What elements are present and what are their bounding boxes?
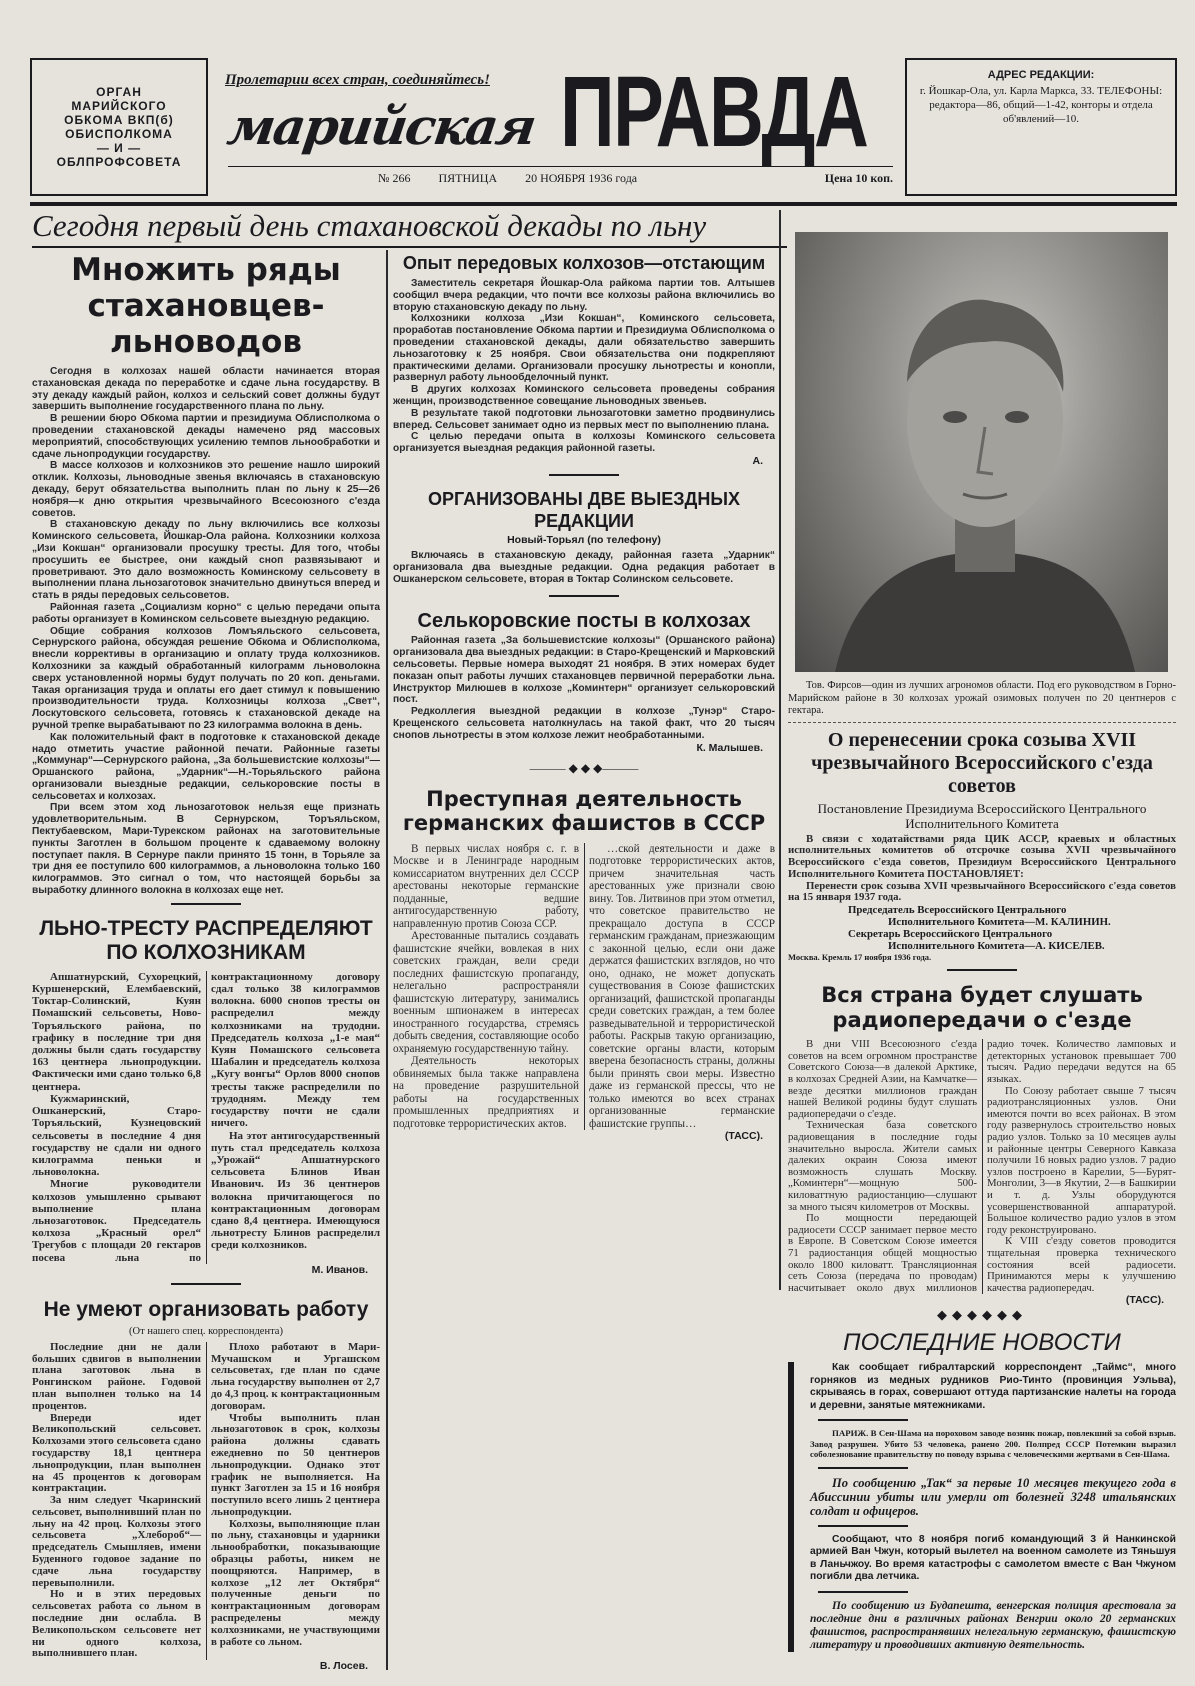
photo-caption	[788, 680, 1176, 723]
signer-line: Исполнительного Комитета—А. КИСЕЛЕВ.	[888, 940, 1105, 953]
article-body	[393, 550, 775, 585]
paragraph: Многие руководители колхозов умышленно срывают выполнение плана льнозаготовок. Председатель колхоза „Красный орел“ Трегубов с площади 20 гектаров посева льна по контрактационному договору сдал только 38 килограммов волокна. 6000 снопов тресты он распределил между колхозниками на трудодни. Председатель колхоза „1-е мая“ Куян Помашского сельсовета Шабалин и председатель колхоза „Кугу вонгы“ Орлов 8000 снопов тресты также распределили по трудодням. Между тем государству почти не сдали ничего.	[32, 970, 380, 1264]
latest-news	[788, 1328, 1176, 1652]
article-sezd	[788, 729, 1176, 978]
article-fashisty	[393, 787, 775, 1144]
news-item	[810, 1600, 1176, 1652]
article-signature: К. Малышев.	[696, 741, 763, 754]
article-body	[788, 1039, 1176, 1294]
article-body	[32, 1342, 380, 1661]
organ-line: ОБИСПОЛКОМА	[65, 127, 173, 141]
paragraph: Кужмаринский, Ошканерский, Старо-Торъяльский, Кузнецовский сельсоветы в последние 4 дня государству не сдали ни одного килограмма пеньки и льноволокна.	[32, 1092, 201, 1179]
middle-column	[393, 252, 775, 1149]
article-title: Вся страна будет слушать радиопередачи о с'езде	[821, 983, 1143, 1033]
signer-line: Секретарь Всероссийского Центрального	[848, 928, 1053, 941]
portrait-figure-icon	[795, 232, 1168, 672]
article-subtitle: Постановление Президиума Всероссийского Центрального Исполнительного Комитета	[817, 800, 1147, 831]
paragraph: К VIII с'езду советов проводится тщательная проверка технического состояния всей радиосети. Принимаются меры к улучшению качества радиопередач.	[987, 1235, 1176, 1294]
paragraph: В массе колхозов и колхозников это решение нашло широкий отклик. Колхозы, льноводные звенья включаясь в стахановскую декаду, берут обязательства выполнить план по льну к 25—26 ноября—к дню открытия чрезвычайного Всесоюзного с'езда советов.	[32, 460, 380, 519]
separator	[171, 903, 241, 905]
news-text: Как сообщает гибралтарский корреспондент „Таймс“, много горняков из медных рудников Рио-Тинто (провинция Уэльва), скрываясь в горах, совершают оттуда партизанские налеты на города и деревни, занятые мятежниками.	[810, 1362, 1176, 1411]
column-rule	[779, 210, 781, 1290]
slogan: Пролетарии всех стран, соединяйтесь!	[225, 72, 490, 88]
separator	[947, 969, 1017, 971]
separator	[818, 1467, 908, 1469]
paragraph: Деятельность некоторых обвиняемых была также направлена на проведение разрушительной работы на государственных промышленных предприятиях и подготовке террористических актов.	[393, 1055, 579, 1130]
article-title: Не умеют организовать работу	[43, 1297, 369, 1321]
article-title: ОРГАНИЗОВАНЫ ДВЕ ВЫЕЗДНЫХ РЕДАКЦИИ	[428, 488, 740, 531]
organ-line: ОБКОМА ВКП(б)	[64, 113, 174, 127]
article-dateline: Новый-Торьял (по телефону)	[507, 533, 661, 546]
paragraph: Перенести срок созыва XVII чрезвычайного Всероссийского с'езда советов на 15 января 1937 года.	[788, 879, 1176, 904]
signer-line: Исполнительного Комитета—М. КАЛИНИН.	[888, 916, 1111, 929]
paragraph: Районная газета „Социализм корно“ с целью передачи опыта работы организует в Коминском сельсовете выездную редакцию.	[32, 601, 380, 625]
address-box	[905, 58, 1177, 196]
paragraph: Районная газета „За большевистские колхозы“ (Оршанского района) организовала два выездных редакции: в Старо-Крещенский и Марковский сельсоветы. Первые номера выходят 21 ноября. В этих номерах будет показан опыт работы лучших стахановцев первичной переработки льна. Инструктор Милюшев в колхозе „Коминтерн“ организует селькоровский пост.	[393, 635, 775, 706]
paragraph: Апшатнурский, Сухорецкий, Куршенерский, Елембаевский, Токтар-Солинский, Куян Помашский сельсоветы, Ново-Торъяльского района, по графику в последние три дня должны были сдать государству 163 центнера льнопродукции. Фактически ими сдано только 6,8 центнера.	[32, 970, 201, 1093]
column-rule	[386, 250, 388, 1670]
article-signature: (ТАСС).	[724, 1130, 763, 1143]
organ-line: ОРГАН	[96, 85, 142, 99]
paragraph: Плохо работают в Мари-Мучашском и Ургашском сельсоветах, где план по сдаче льна государству выполнен от 2,7 до 4,3 проц. к контрактационным договорам.	[211, 1340, 380, 1412]
price: Цена 10 коп.	[824, 171, 893, 185]
paragraph: Общие собрания колхозов Ломъяльского сельсовета, Сернурского района, обсуждая решение Обкома и Облисполкома, внесли коррективы в организацию и оплату труда колхозников. Колхозники за каждый обработанный килограмм льноволокна сверх установленной нормы будут получать по 20 коп. деньгами. Такая организация труда и оплаты его дает стимул к повышению производительности труда. Колхозницы колхоза „Свет“, Лоскутовского сельсовета, готовясь к стахановской декаде на ручной трепке вырабатывают по 23 килограмма волокна в день.	[32, 625, 380, 731]
organ-line: МАРИЙСКОГО	[71, 99, 167, 113]
article-opyt	[393, 252, 775, 482]
organ-line: ОБЛПРОФСОВЕТА	[56, 155, 182, 169]
weekday: ПЯТНИЦА	[438, 171, 498, 185]
paragraph: С целью передачи опыта в колхозы Коминского сельсовета организуется выездная редакция районной газеты.	[393, 431, 775, 455]
paragraph: На этот антигосударственный путь стал председатель колхоза „Урожай“ Апшатнурского сельсовета Блинов Иван Иванович. Из 36 центнеров волокна причитающегося по контрактационным договорам сдано 8,4 центнера. Имеющуюся льнотресту Блинов распределил среди колхозников.	[211, 1129, 380, 1252]
article-title: ЛЬНО-ТРЕСТУ РАСПРЕДЕЛЯЮТ ПО КОЛХОЗНИКАМ	[39, 916, 373, 964]
paragraph: В связи с ходатайствами ряда ЦИК АССР, краевых и областных исполнительных комитетов об отсрочке созыва XVII чрезвычайного Всероссийского с'езда советов, Президиум Всероссийского Центрального Исполнительного Комитета ПОСТАНОВЛЯЕТ:	[788, 832, 1176, 880]
article-selkor	[393, 609, 775, 780]
paragraph: Последние дни не дали больших сдвигов в выполнении плана заготовок льна в Ронгинском районе. Годовой план выполнен только на 14 процентов.	[32, 1340, 201, 1412]
paragraph: Техническая база советского радиовещания в последние годы значительно выросла. Жители самых далеких окраин Союза имеют возможность слушать Москву. „Коминтерн“—мощную 500-киловаттную радиостанцию—слушают за много тысяч километров от Москвы.	[788, 1119, 977, 1213]
section-title: ПОСЛЕДНИЕ НОВОСТИ	[843, 1329, 1121, 1357]
paragraph: Заместитель секретаря Йошкар-Ола райкома партии тов. Алтышев сообщил вчера редакции, что почти все колхозы района включились во вторую стахановскую декаду по льну.	[393, 278, 775, 313]
separator	[549, 474, 619, 476]
paragraph: Колхозники колхоза „Изи Кокшан“, Коминского сельсовета, проработав постановление Обкома партии и Президиума Облисполкома о проведении стахановской декады, дали обязательство завершить льнозаготовку к 25 ноября. Свои обязательства они подкрепляют практическими делами. Организовали просушку льнотресты и конопли, развернул работу льнообделочный пункт.	[393, 313, 775, 384]
news-text: ПАРИЖ. В Сен-Шама на пороховом заводе возник пожар, повлекший за собой взрыв. Завод разрушен. Убито 53 человека, ранено 200. Полпред СССР Потемкин выразил соболезнование правительству по поводу взрыва с человеческими жертвами в Сен-Шама.	[810, 1428, 1176, 1460]
banner-headline: Сегодня первый день стахановской декады по льну	[32, 206, 787, 248]
article-signature: М. Иванов.	[311, 1263, 368, 1276]
paragraph: …ской деятельности и даже в подготовке террористических актов, причем значительная часть арестованных уже признали свою вину. Тов. Литвинов при этом отметил, что советское правительство не прекращало доступа в СССР германским гражданам, приезжающим с законной целью, если они даже держатся фашистских взглядов, но что оно, однако, не может допускать существования в Союзе фашистских организаций, фашистской пропаганды среди советских граждан, а тем более разведывательной и террористической работы. Раскрыв такую организацию, советские органы власти, которым вверена безопасность страны, должны были принять свои меры. Известно даже из германской прессы, что не только имеются во всех странах организованные германские фашистские группы…	[589, 842, 775, 1130]
paragraph: При всем этом ход льнозаготовок нельзя еще признать удовлетворительным. В Сернурском, Торъяльском, Пектубаевском, Мари-Турекском районах на заготовительные пункты Заготлен в большом проценте к сдаваемому волокну поступает пакля. В Сернуре пакли принято 15 тонн, в Торьяле за три дня ее поступило 600 килограммов, а льноволокна только 160 килограммов. Это сигнал о том, что настоящей борьбы за выработку длинного волокна в колхозах еще нет.	[32, 802, 380, 897]
paragraph: Редколлегия выездной редакции в колхозе „Тунэр“ Старо-Крещенского сельсовета натолкнулась на такой факт, что 20 тысяч снопов льнотресты в этом колхозе лежит необработанными.	[393, 706, 775, 741]
diamond-separator: ◆◆◆◆◆◆	[937, 1307, 1027, 1323]
newspaper-name: ПРАВДА	[560, 56, 868, 168]
dateline	[228, 166, 893, 185]
separator	[549, 595, 619, 597]
article-mnozhit	[32, 252, 380, 911]
paragraph: По мощности передающей радиосети СССР занимает первое место в Европе. В Советском Союзе имеется 71 радиостанция общей мощностью около 1800 киловатт. Трансляционная сеть Союза (передача по проводам) насчитывает около двух миллионов радио точек. Количество ламповых и детекторных установок превышает 700 тысяч. Радио передачи ведутся на 65 языках.	[788, 1038, 1176, 1294]
place-date: Москва. Кремль 17 ноября 1936 года.	[788, 952, 932, 963]
paragraph: Сегодня в колхозах нашей области начинается вторая стахановская декада по переработке и сдаче льна государству. В эту декаду каждый район, колхоз и сельский совет должны будут завершить выполнение государственного плана по льну.	[32, 366, 380, 413]
paragraph: В дни VIII Всесоюзного с'езда советов на всем огромном пространстве Советского Союза—в далекой Арктике, в колхозах Средней Азии, на Камчатке—везде десятки миллионов граждан нашей Великой родины будут слушать радиопередачи о с'езде.	[788, 1038, 977, 1120]
article-body	[393, 843, 775, 1131]
article-dateline: (От нашего спец. корреспондента)	[129, 1325, 283, 1337]
article-signature: (ТАСС).	[1125, 1294, 1164, 1307]
news-item	[810, 1476, 1176, 1518]
article-ne-umeyut	[32, 1297, 380, 1674]
article-redaktsii	[393, 488, 775, 603]
separator	[818, 1525, 908, 1527]
article-title: Селькоровские посты в колхозах	[417, 610, 751, 633]
separator	[818, 1591, 908, 1593]
article-body	[32, 971, 380, 1264]
paragraph: Колхозы, выполняющие план по льну, стахановцы и ударники льнообработки, показывающие образцы работы, никем не поощряются. Например, в колхозе „12 лет Октября“ полученные деньги по контрактационным договорам распределены между колхозниками, не участвующими в работе со льном.	[211, 1517, 380, 1648]
newspaper-name-script: марийская	[223, 97, 539, 156]
separator	[818, 1419, 908, 1421]
paragraph: Включаясь в стахановскую декаду, районная газета „Ударник“ организовала два выездные редакции. Одна редакция работает в Ошканерском сельсовете, вторая в Toктар Солинском сельсовете.	[393, 549, 775, 585]
article-signature: А.	[752, 454, 763, 467]
article-body	[393, 278, 775, 455]
organ-line: — И —	[96, 141, 142, 155]
address-text: г. Йошкар-Ола, ул. Карла Маркса, 33. ТЕЛЕФОНЫ: редактора—86, общий—1-42, конторы и отдела об'явлений—10.	[919, 85, 1163, 125]
paragraph: В решении бюро Обкома партии и президиума Облисполкома о проведении стахановской декады намечено ряд массовых мероприятий, способствующих усилению темпов льнообработки и сдаче льнопродукции государству.	[32, 413, 380, 460]
portrait-photo	[795, 232, 1168, 672]
news-text: Сообщают, что 8 ноября погиб командующий 3 й Нанкинской армией Ван Чжун, который вылетел на военном самолете из Тяньшуя в Ланьчжоу. Во время катастрофы с самолетом вместе с Ван Чжуном погибли два летчика.	[810, 1533, 1176, 1583]
article-body	[393, 635, 775, 741]
paragraph: Как положительный факт в подготовке к стахановской декаде надо отметить участие районной печати. Районные газеты „Коммунар“—Сернурского района, „За большевистские колхозы“—Оршанского района, „Ударник“—Н.-Торьяльского района организовали выездные редакции, селькоровские посты в сельсоветах и колхозах.	[32, 731, 380, 802]
paragraph: Впереди идет Великопольский сельсовет. Колхозами этого сельсовета сдано государству 18,1 центнера льнопродукции, план выполнен на 45 процентов к договорам контрактации.	[32, 1411, 201, 1495]
article-radio	[788, 983, 1176, 1322]
address-title: АДРЕС РЕДАКЦИИ:	[987, 69, 1095, 81]
paragraph: Арестованные пытались создавать фашистские ячейки, вовлекая в них советских граждан, вели среди последних фашистскую пропаганду, нелегально распространяли фашистскую литературу, занимались военным шпионажем в интересах иностранного государства, стремясь добыть сведения, составляющие особо охраняемую государственную тайну.	[393, 930, 579, 1055]
paragraph: В других колхозах Коминского сельсовета проведены собрания женщин, производственное совещание льноводных звеньев.	[393, 384, 775, 407]
caption-text: Тов. Фирсов—один из лучших агрономов области. Под его руководством в Горно-Марийском районе в 30 колхозах урожай озимовых получен по 20 центнеров с гектара.	[788, 680, 1176, 716]
article-body	[32, 366, 380, 897]
paragraph: В первых числах ноября с. г. в Москве и в Ленинграде народным комиссариатом внутренних дел СССР арестованы некоторые германские подданные, ведшие антигосударственную работу, направленную против Союза ССР.	[393, 842, 579, 930]
right-column	[788, 680, 1176, 1658]
article-lnotresta	[32, 917, 380, 1291]
paragraph: По Союзу работает свыше 7 тысяч радиотрансляционных узлов. Они имеются почти во всех районах. В этом году развернулось строительство новых радио узлов. Только за 10 месяцев аулы и районные центры Северного Кавказа получили 16 новых радио узлов. 7 радио узлов построено в Карелии, 5—Бурят-Монголии, 3—в Якутии, 2—в Башкирии и т. д. Узлы оборудуются усовершенствованной аппаратурой. Большое количество радио узлов в этом году реконструировано.	[987, 1084, 1176, 1236]
news-item	[810, 1428, 1176, 1460]
issue-date: 20 НОЯБРЯ 1936 года	[525, 171, 638, 185]
paragraph: Чтобы выполнить план льнозаготовок в срок, колхозы района должны сдавать ежедневно по 50 центнеров льнопродукции. Однако этот график не выполняется. На пункт Заготлен за 15 и 16 ноября поступило всего лишь 2 центнера льнопродукции.	[211, 1411, 380, 1518]
article-title: Опыт передовых колхозов—отстающим	[402, 253, 766, 273]
signers	[788, 904, 1176, 952]
article-title: Множить ряды стахановцев-льноводов	[71, 252, 341, 360]
news-text: По сообщению „Так“ за первые 10 месяцев текущего года в Абиссинии убиты или умерли от болезней 3248 итальянских солдат и офицеров.	[810, 1475, 1176, 1518]
left-column	[32, 252, 380, 1679]
paragraph: В стахановскую декаду по льну включились все колхозы Коминского сельсовета, Йошкар-Ола района. Колхозники колхоза „Изи Кокшан“ организовали просушку тресты. Для того, чтобы просушить ее быстрее, они каждый сноп развязывают и проветривают. Это дало возможность Коминскому сельсовету в выполнении плана льнозаготовок значительно двинуться вперед и стать в ряды передовых сельсоветов.	[32, 519, 380, 602]
article-body	[788, 834, 1176, 905]
separator	[171, 1283, 241, 1285]
organ-box	[30, 58, 208, 196]
paragraph: За ним следует Чкаринский сельсовет, выполнивший план по льну на 42 проц. Колхозы этого сельсовета „Хлебороб“—председатель Смышляев, имени Буденного годовое задание по сдаче льна государству перевыполнили.	[32, 1494, 201, 1589]
paragraph: В результате такой подготовки льнозаготовки заметно продвинулись вперед. Сельсовет занимает одно из первых мест по выполнению плана.	[393, 407, 775, 431]
article-title: О перенесении срока созыва XVII чрезвычайного Всероссийского с'езда советов	[811, 728, 1153, 797]
article-signature: В. Лосев.	[319, 1660, 368, 1673]
news-item	[810, 1534, 1176, 1584]
news-item	[810, 1362, 1176, 1412]
article-title: Преступная деятельность германских фашистов в СССР	[402, 786, 766, 835]
diamond-separator: ——— ◆ ◆ ◆———	[529, 760, 639, 775]
issue-number: № 266	[378, 171, 411, 185]
news-list	[788, 1362, 1176, 1652]
signer-line: Председатель Всероссийского Центрального	[848, 904, 1067, 917]
news-text: По сообщению из Будапешта, венгерская полиция арестовала за последние дни в различных районах Венгрии около 20 германских фашистов, распространявших нелегальную германскую, фашистскую литературу и проводивших активную деятельность.	[810, 1599, 1176, 1651]
paragraph: Но и в этих передовых сельсоветах работа со льном в последние дни ослабла. В Великопольском сельсовете нет ни одного колхоза, выполнившего план.	[32, 1588, 201, 1660]
